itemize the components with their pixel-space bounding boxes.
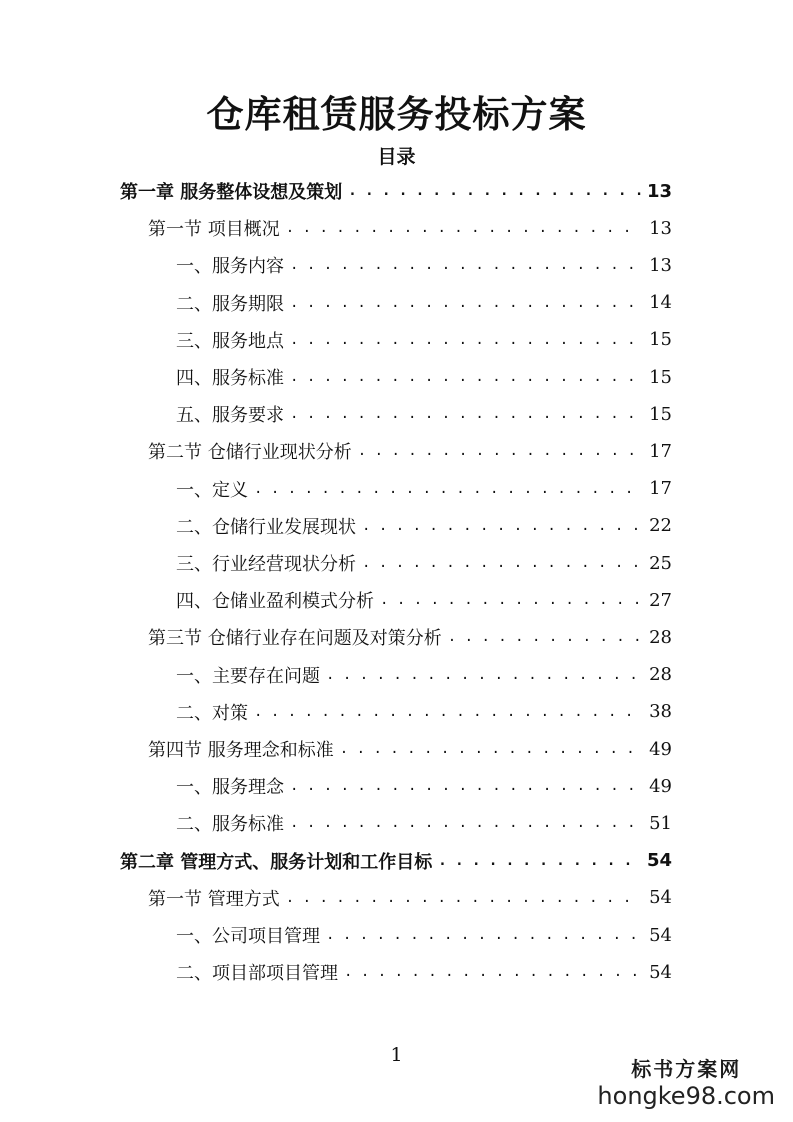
toc-entry-label: 一、公司项目管理: [176, 926, 320, 947]
toc-dot-leader: [340, 741, 643, 757]
toc-entry-label: 二、仓储行业发展现状: [176, 516, 356, 538]
toc-entry-label: 第一节 项目概况: [148, 219, 280, 241]
toc-entry[interactable]: [176, 769, 672, 803]
toc-dot-leader: [326, 927, 643, 943]
toc-entry-label: 五、服务要求: [176, 405, 284, 427]
toc-dot-leader: [254, 704, 643, 720]
toc-entry[interactable]: [176, 397, 672, 431]
watermark: [597, 1053, 775, 1110]
toc-entry-label: 第四节 服务理念和标准: [148, 740, 334, 761]
toc-entry[interactable]: [176, 918, 672, 952]
toc-entry-label: 三、服务地点: [176, 330, 284, 352]
toc-entry-page: 17: [649, 478, 672, 500]
toc-entry-page: 25: [649, 552, 672, 574]
toc-entry[interactable]: [176, 546, 672, 580]
toc-dot-leader: [362, 518, 643, 534]
toc-dot-leader: [286, 890, 643, 906]
toc-entry[interactable]: [120, 174, 672, 208]
toc-entry[interactable]: [176, 248, 672, 282]
toc-entry-label: 二、对策: [176, 702, 248, 724]
toc-entry-page: 28: [649, 664, 672, 686]
toc-entry-page: 51: [649, 812, 672, 834]
toc-entry-label: 一、定义: [176, 479, 248, 501]
toc-dot-leader: [290, 369, 643, 385]
toc-dot-leader: [448, 629, 643, 645]
toc-entry[interactable]: [176, 955, 672, 989]
toc-entry-page: 15: [649, 403, 672, 425]
toc-entry[interactable]: [176, 806, 672, 840]
toc-entry-label: 二、服务期限: [176, 293, 284, 315]
toc-entry-page: 17: [649, 440, 672, 462]
toc-entry-page: 15: [649, 366, 672, 388]
toc-entry[interactable]: [148, 620, 672, 654]
toc-dot-leader: [290, 295, 643, 311]
toc-entry-label: 一、主要存在问题: [176, 665, 320, 687]
toc-entry[interactable]: [176, 695, 672, 729]
document-title: 仓库租赁服务投标方案: [206, 92, 587, 136]
toc-entry[interactable]: [148, 732, 672, 766]
toc-dot-leader: [290, 332, 643, 348]
toc-entry[interactable]: [120, 844, 672, 878]
toc-entry[interactable]: [148, 434, 672, 468]
toc-dot-leader: [348, 183, 641, 199]
toc-entry-page: 49: [649, 775, 672, 797]
toc-dot-leader: [380, 592, 643, 608]
toc-entry-page: 22: [649, 515, 672, 537]
toc-entry-page: 28: [649, 626, 672, 648]
toc-dot-leader: [290, 815, 643, 831]
toc-entry-page: 13: [649, 254, 672, 276]
toc-entry[interactable]: [176, 583, 672, 617]
toc-entry-label: 第二节 仓储行业现状分析: [148, 442, 352, 464]
toc-entry-page: 49: [649, 738, 672, 760]
toc-entry-page: 27: [649, 589, 672, 611]
toc-entry[interactable]: [176, 509, 672, 543]
toc-entry-page: 38: [649, 701, 672, 723]
toc-dot-leader: [290, 778, 643, 794]
toc-entry-label: 一、服务理念: [176, 777, 284, 799]
toc-dot-leader: [254, 481, 643, 497]
toc-entry-page: 13: [646, 180, 672, 202]
toc-entry[interactable]: [176, 360, 672, 394]
toc-entry-page: 54: [649, 887, 672, 909]
toc-entry-label: 二、服务标准: [176, 814, 284, 836]
toc-entry[interactable]: [148, 881, 672, 915]
toc-entry-label: 四、服务标准: [176, 368, 284, 389]
toc-dot-leader: [344, 964, 643, 980]
toc-entry-page: 15: [649, 329, 672, 351]
toc-entry-label: 第一章 服务整体设想及策划: [120, 182, 343, 203]
toc-entry[interactable]: [176, 323, 672, 357]
toc-entry-page: 54: [646, 850, 672, 872]
toc-entry-page: 54: [649, 924, 672, 946]
toc-entry-page: 14: [649, 292, 672, 314]
toc-entry-page: 54: [649, 961, 672, 983]
page-number: 1: [390, 1044, 403, 1066]
toc-entry-label: 三、行业经营现状分析: [176, 554, 356, 575]
toc-dot-leader: [290, 257, 643, 273]
toc-entry-label: 第一节 管理方式: [148, 888, 280, 910]
toc-entry[interactable]: [176, 286, 672, 320]
toc-dot-leader: [362, 555, 643, 571]
watermark-url: hongke98.com: [597, 1082, 775, 1110]
toc-dot-leader: [290, 406, 643, 422]
toc-entry-label: 第二章 管理方式、服务计划和工作目标: [120, 851, 433, 873]
toc-entry-page: 13: [649, 217, 672, 239]
toc-entry[interactable]: [148, 211, 672, 245]
toc-dot-leader: [438, 853, 641, 869]
toc-entry-label: 一、服务内容: [176, 256, 284, 278]
toc-dot-leader: [286, 220, 643, 236]
watermark-brand: 标书方案网: [631, 1057, 742, 1081]
toc-entry-label: 第三节 仓储行业存在问题及对策分析: [148, 628, 442, 650]
toc-entry[interactable]: [176, 472, 672, 506]
toc-dot-leader: [326, 667, 643, 683]
toc-heading: 目录: [377, 146, 416, 168]
toc-entry[interactable]: [176, 658, 672, 692]
toc-dot-leader: [358, 443, 643, 459]
toc-entry-label: 二、项目部项目管理: [176, 963, 338, 985]
toc-entry-label: 四、仓储业盈利模式分析: [176, 591, 374, 613]
